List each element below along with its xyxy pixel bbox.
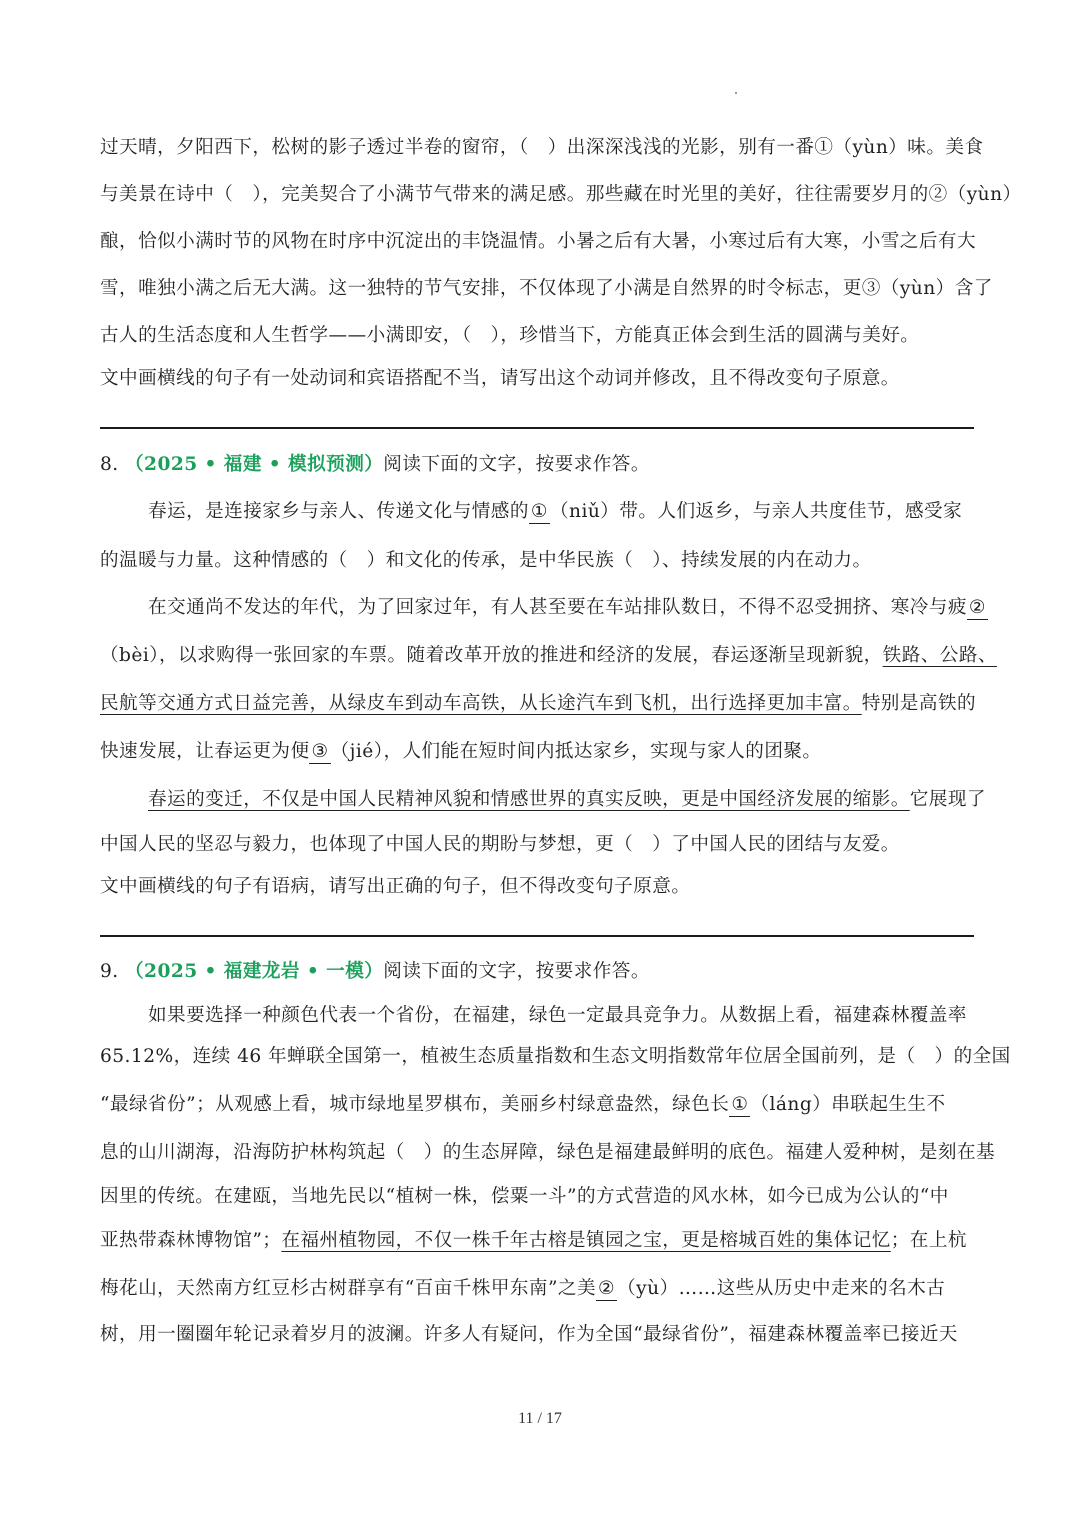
passage-line: 与美景在诗中（ ），完美契合了小满节气带来的满足感。那些藏在时光里的美好，往往需要岁月的②（yùn） — [100, 184, 1022, 205]
fill-blank: ① — [530, 501, 549, 522]
question-prompt: 文中画横线的句子有一处动词和宾语搭配不当，请写出这个动词并修改，且不得改变句子原意。 — [100, 368, 900, 389]
passage-line: 树，用一圈圈年轮记录着岁月的波澜。许多人有疑问，作为全国“最绿省份”，福建森林覆盖率已接近天 — [100, 1324, 958, 1345]
passage-line: 中国人民的坚忍与毅力，也体现了中国人民的期盼与梦想，更（ ）了中国人民的团结与友爱。 — [100, 834, 900, 855]
underlined-sentence: 铁路、公路、 — [882, 645, 997, 666]
question-instruction: 阅读下面的文字，按要求作答。 — [383, 961, 650, 982]
fill-blank: ② — [598, 1278, 616, 1299]
underlined-sentence: 在福州植物园，不仅一株千年古榕是镇园之宝，更是榕城百姓的集体记忆 — [281, 1230, 891, 1251]
underlined-sentence: 春运的变迁，不仅是中国人民精神风貌和情感世界的真实反映，更是中国经济发展的缩影。 — [148, 789, 910, 810]
passage-line — [148, 595, 987, 621]
passage-line: 65.12%，连续 46 年蝉联全国第一，植被生态质量指数和生态文明指数常年位居全国前列，是（ ）的全国 — [100, 1046, 1011, 1067]
passage-line — [100, 1276, 982, 1302]
passage-line — [148, 499, 982, 525]
passage-line — [100, 1092, 982, 1118]
passage-line — [148, 787, 986, 813]
passage-line: 雪，唯独小满之后无大满。这一独特的节气安排，不仅体现了小满是自然界的时令标志，更③（yùn）含了 — [100, 278, 993, 299]
question-instruction: 阅读下面的文字，按要求作答。 — [383, 454, 650, 475]
text-span: 特别是高铁的 — [861, 693, 977, 714]
text-span: （niǔ）带。人们返乡，与亲人共度佳节，感受家 — [550, 501, 963, 522]
text-span: （jié），人们能在短时间内抵达家乡，实现与家人的团聚。 — [330, 741, 822, 762]
passage-line: 如果要选择一种颜色代表一个省份，在福建，绿色一定最具竞争力。从数据上看，福建森林覆盖率 — [148, 1005, 967, 1026]
question-source: （2025 • 福建 • 模拟预测） — [125, 454, 384, 475]
question-header — [100, 452, 982, 478]
text-span: 在交通尚不发达的年代，为了回家过年，有人甚至要在车站排队数日，不得不忍受拥挤、寒冷与疲 — [148, 597, 967, 618]
text-span: “最绿省份”；从观感上看，城市绿地星罗棋布，美丽乡村绿意盎然，绿色长 — [100, 1094, 730, 1115]
passage-line: 因里的传统。在建瓯，当地先民以“植树一株，偿粟一斗”的方式营造的风水林，如今已成为公认的“中 — [100, 1186, 949, 1207]
underlined-sentence: 民航等交通方式日益完善，从绿皮车到动车高铁，从长途汽车到飞机，出行选择更加丰富。 — [100, 693, 862, 714]
question-prompt: 文中画横线的句子有语病，请写出正确的句子，但不得改变句子原意。 — [100, 876, 691, 897]
passage-line — [100, 1228, 982, 1254]
fill-blank: ① — [731, 1094, 749, 1115]
text-span: 春运，是连接家乡与亲人、传递文化与情感的 — [148, 501, 529, 522]
text-span: （yù）……这些从历史中走来的名木古 — [617, 1278, 946, 1299]
passage-line — [100, 643, 997, 669]
text-span: （bèi），以求购得一张回家的车票。随着改革开放的推进和经济的发展，春运逐渐呈现新貌， — [100, 645, 883, 666]
fill-blank: ② — [968, 597, 987, 618]
passage-line: 的温暖与力量。这种情感的（ ）和文化的传承，是中华民族（ ）、持续发展的内在动力。 — [100, 550, 872, 571]
question-source: （2025 • 福建龙岩 • 一模） — [125, 961, 384, 982]
text-span: ；在上杭 — [890, 1230, 967, 1251]
passage-line — [100, 739, 982, 765]
text-span: 快速发展，让春运更为便 — [100, 741, 310, 762]
question-header — [100, 959, 982, 985]
question-number: 9. — [100, 961, 119, 982]
page-number: 11 / 17 — [518, 1410, 562, 1427]
answer-line — [100, 427, 974, 429]
text-span: 亚热带森林博物馆”； — [100, 1230, 282, 1251]
passage-line — [100, 691, 982, 717]
passage-line: 息的山川湖海，沿海防护林构筑起（ ）的生态屏障，绿色是福建最鲜明的底色。福建人爱种树，是刻在基 — [100, 1142, 996, 1163]
text-span: 它展现了 — [909, 789, 986, 810]
fill-blank: ③ — [311, 741, 329, 762]
passage-line: 酿，恰似小满时节的风物在时序中沉淀出的丰饶温情。小暑之后有大暑，小寒过后有大寒，小雪之后有大 — [100, 231, 977, 252]
text-span: 梅花山，天然南方红豆杉古树群享有“百亩千株甲东南”之美 — [100, 1278, 597, 1299]
passage-line: 古人的生活态度和人生哲学——小满即安，（ ），珍惜当下，方能真正体会到生活的圆满与美好。 — [100, 325, 920, 346]
question-number: 8. — [100, 454, 119, 475]
passage-line: 过天晴，夕阳西下，松树的影子透过半卷的窗帘，（ ）出深深浅浅的光影，别有一番①（yùn）味。美食 — [100, 137, 984, 158]
text-span: （láng）串联起生生不 — [750, 1094, 946, 1115]
scan-speck — [735, 92, 737, 94]
answer-line — [100, 935, 974, 937]
